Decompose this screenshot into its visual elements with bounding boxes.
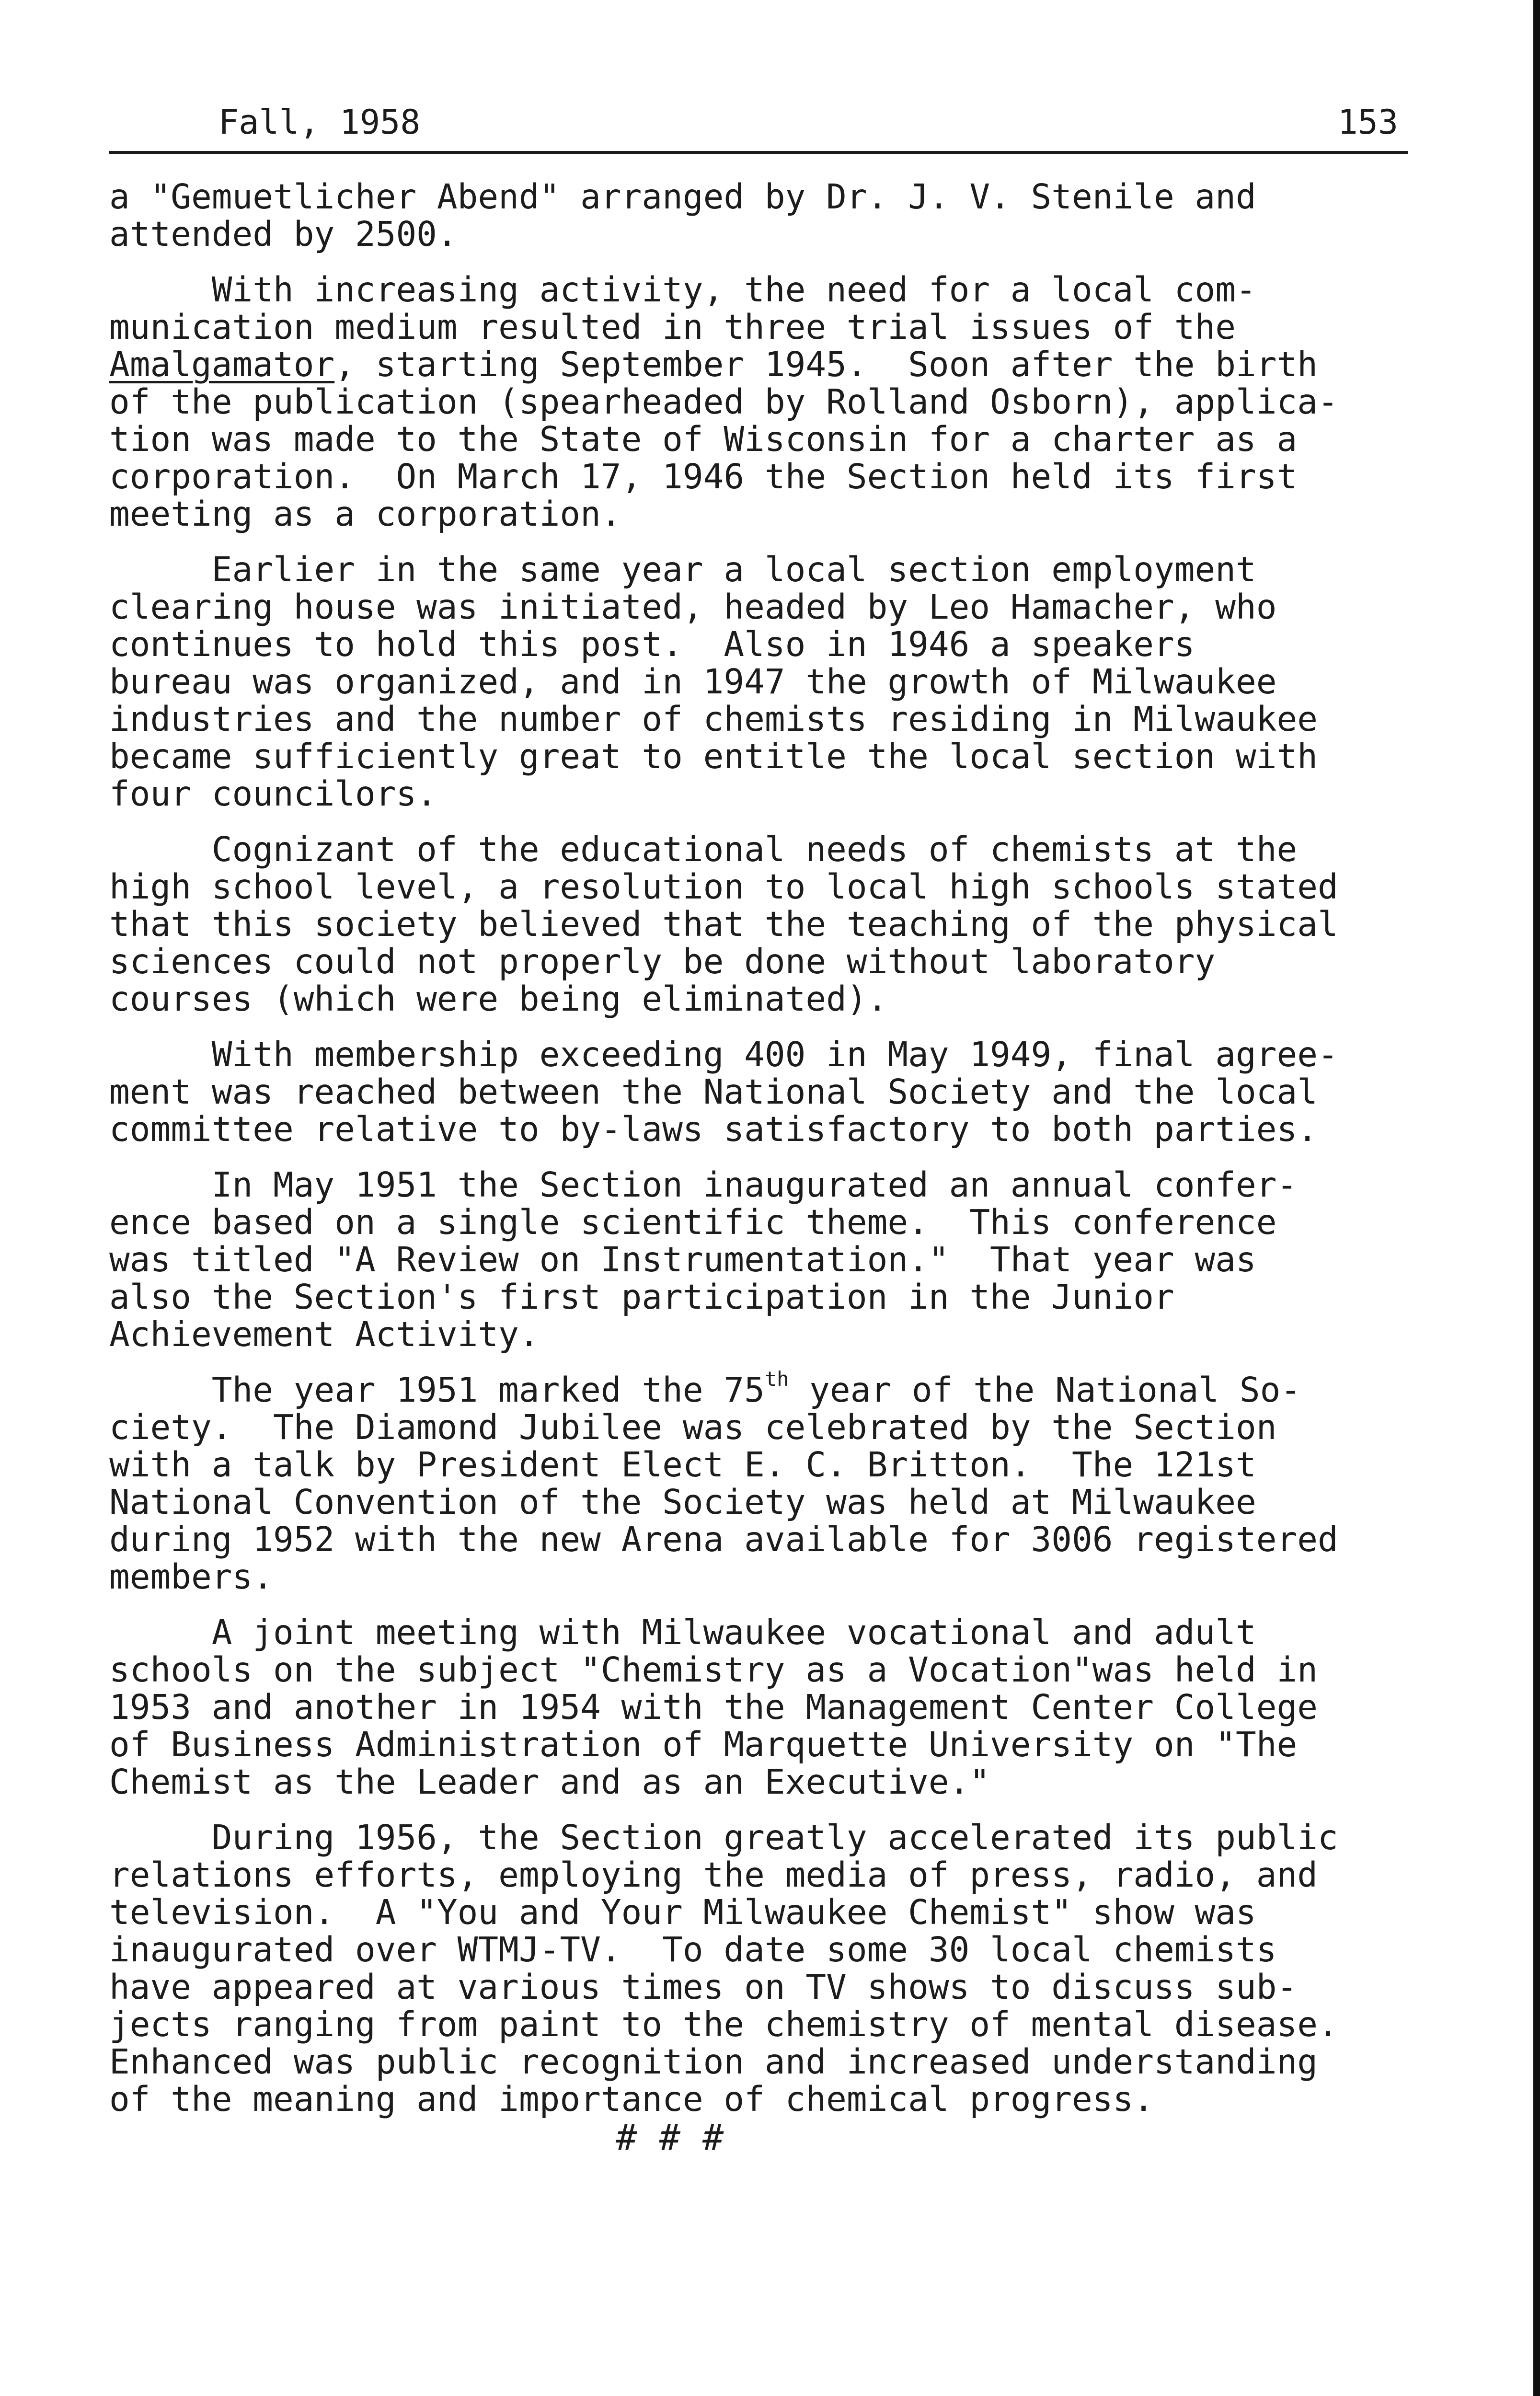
end-of-article-mark: # # # bbox=[616, 2116, 724, 2158]
text-line: Achievement Activity. bbox=[109, 1314, 540, 1354]
text-line: schools on the subject "Chemistry as a Vocation"was held in bbox=[109, 1650, 1318, 1690]
text-line: munication medium resulted in three trial issues of the bbox=[109, 307, 1236, 347]
paragraph-8 bbox=[109, 1614, 1432, 1801]
text-line: that this society believed that the teaching of the physical bbox=[109, 904, 1338, 944]
text-line: inaugurated over WTMJ-TV. To date some 30 local chemists bbox=[109, 1930, 1277, 1970]
publication-title: Amalgamator bbox=[109, 345, 335, 384]
text-line: also the Section's first participation in the Junior bbox=[109, 1277, 1174, 1317]
text-line: was titled "A Review on Instrumentation." That year was bbox=[109, 1240, 1256, 1279]
ordinal-suffix: th bbox=[764, 1367, 789, 1391]
text-line: jects ranging from paint to the chemistry of mental disease. bbox=[109, 2004, 1338, 2044]
text-line: 1953 and another in 1954 with the Management Center College bbox=[109, 1687, 1318, 1727]
text-line: Chemist as the Leader and as an Executive." bbox=[109, 1762, 990, 1802]
text-line: With membership exceeding 400 in May 1949, final agree- bbox=[109, 1035, 1338, 1074]
page-header bbox=[109, 98, 1408, 154]
issue-date: Fall, 1958 bbox=[218, 103, 421, 142]
text-line: ment was reached between the National Society and the local bbox=[109, 1072, 1318, 1112]
text-line: corporation. On March 17, 1946 the Section held its first bbox=[109, 457, 1298, 496]
text-line: Earlier in the same year a local section employment bbox=[109, 550, 1256, 589]
text-line: bureau was organized, and in 1947 the growth of Milwaukee bbox=[109, 662, 1277, 702]
text-line: television. A "You and Your Milwaukee Chemist" show was bbox=[109, 1892, 1256, 1932]
scan-border-right bbox=[1533, 0, 1540, 2396]
paragraph-7 bbox=[109, 1367, 1432, 1597]
text-line: relations efforts, employing the media of press, radio, and bbox=[109, 1855, 1318, 1895]
text-line: Enhanced was public recognition and increased understanding bbox=[109, 2042, 1318, 2082]
text-line: four councilors. bbox=[109, 774, 437, 814]
text-line: The year 1951 marked the 75 bbox=[109, 1370, 765, 1410]
page-number: 153 bbox=[1337, 103, 1398, 142]
text-line: ciety. The Diamond Jubilee was celebrated by the Section bbox=[109, 1407, 1277, 1447]
text-line: National Convention of the Society was held at Milwaukee bbox=[109, 1482, 1256, 1522]
text-line: have appeared at various times on TV shows to discuss sub- bbox=[109, 1967, 1298, 2007]
paragraph-9 bbox=[109, 1819, 1432, 2118]
text-line: With increasing activity, the need for a local com- bbox=[109, 270, 1256, 310]
text-line: industries and the number of chemists residing in Milwaukee bbox=[109, 699, 1318, 739]
text-line: of the publication (spearheaded by Rolland Osborn), applica- bbox=[109, 382, 1338, 422]
text-line: during 1952 with the new Arena available for 3006 registered bbox=[109, 1520, 1338, 1559]
text-line: high school level, a resolution to local high schools stated bbox=[109, 867, 1338, 907]
paragraph-2 bbox=[109, 271, 1432, 533]
text-line: became sufficiently great to entitle the local section with bbox=[109, 737, 1318, 776]
text-line: committee relative to by-laws satisfactory to both parties. bbox=[109, 1109, 1318, 1149]
text-line: a "Gemuetlicher Abend" arranged by Dr. J. V. Stenile and bbox=[109, 177, 1256, 217]
paragraph-5 bbox=[109, 1036, 1432, 1148]
paragraph-1 bbox=[109, 178, 1432, 253]
text-line: A joint meeting with Milwaukee vocational and adult bbox=[109, 1613, 1256, 1652]
text-line: of the meaning and importance of chemical progress. bbox=[109, 2079, 1154, 2119]
text-line: attended by 2500. bbox=[109, 214, 458, 254]
text-line: of Business Administration of Marquette University on "The bbox=[109, 1725, 1298, 1764]
paragraph-3 bbox=[109, 551, 1432, 813]
text-line: ence based on a single scientific theme. This conference bbox=[109, 1202, 1277, 1242]
article-body bbox=[109, 178, 1432, 2136]
text-line: year of the National So- bbox=[789, 1370, 1301, 1410]
text-line: meeting as a corporation. bbox=[109, 494, 621, 534]
text-line: with a talk by President Elect E. C. Britton. The 121st bbox=[109, 1445, 1256, 1485]
text-line: members. bbox=[109, 1557, 273, 1597]
text-line: continues to hold this post. Also in 1946 a speakers bbox=[109, 624, 1195, 664]
text-line: tion was made to the State of Wisconsin for a charter as a bbox=[109, 419, 1298, 459]
text-line: In May 1951 the Section inaugurated an annual confer- bbox=[109, 1165, 1298, 1205]
text-line: courses (which were being eliminated). bbox=[109, 979, 888, 1019]
text-line: clearing house was initiated, headed by Leo Hamacher, who bbox=[109, 587, 1277, 627]
text-line: Cognizant of the educational needs of chemists at the bbox=[109, 829, 1298, 869]
text-line: , starting September 1945. Soon after the birth bbox=[334, 345, 1318, 384]
paragraph-4 bbox=[109, 831, 1432, 1018]
text-line: sciences could not properly be done without laboratory bbox=[109, 942, 1216, 981]
paragraph-6 bbox=[109, 1166, 1432, 1353]
text-line: During 1956, the Section greatly accelerated its public bbox=[109, 1818, 1338, 1857]
